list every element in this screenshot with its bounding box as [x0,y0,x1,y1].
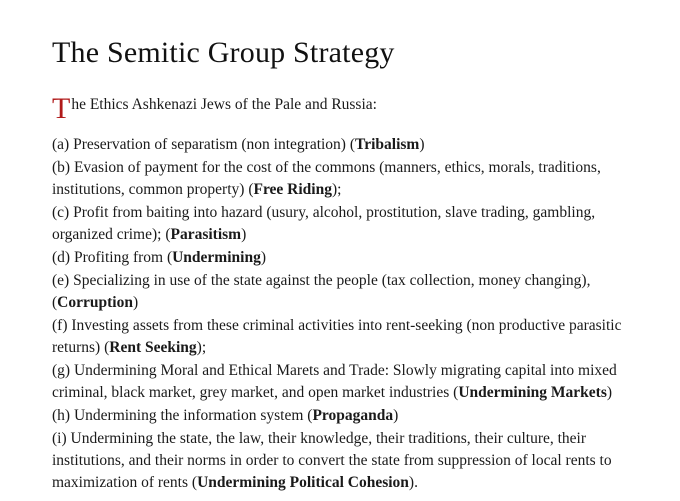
list-item-text: Specializing in use of the state against the people (tax collection, money changing), ( [52,271,591,311]
list-item-text: ); [331,180,342,198]
page-title: The Semitic Group Strategy [52,36,395,69]
list-item [52,405,636,427]
list-item [52,428,636,494]
list-item-label: (a) [52,135,70,153]
list-item-term: Rent Seeking [109,338,197,356]
list-item-text: Undermining Moral and Ethical Marets and Trade: Slowly migrating capital into mixed criminal, black market, grey market, and open market industries ( [52,361,617,401]
list-item-text: Profiting from ( [70,248,173,266]
list-item-term: Tribalism [355,135,420,153]
list-item [52,134,636,156]
list-item-text: ) [132,293,139,311]
list-item-label: (b) [52,158,71,176]
list-item [52,270,636,314]
list-item-term: Propaganda [312,406,394,424]
list-item-label: (g) [52,361,71,379]
list-item-term: Undermining Political Cohesion [197,473,409,491]
list-item-term: Undermining [172,248,261,266]
list-item-term: Parasitism [170,225,242,243]
drop-cap: T [52,92,71,125]
list-item [52,315,636,359]
list-item [52,202,636,246]
list-item-text: ) [393,406,399,424]
list-item-text: ) [260,248,266,266]
intro-paragraph [52,92,636,125]
list-item-text: ); [196,338,207,356]
list-item-label: (i) [52,429,67,447]
list-item [52,360,636,404]
list-item-text: Undermining the state, the law, their knowledge, their traditions, their culture, their institutions, and their norms in order to convert the state from suppression of local rents to maximization of rents ( [52,429,612,491]
list-item [52,247,636,269]
list-item-text: Profit from baiting into hazard (usury, alcohol, prostitution, slave trading, gambling, organized crime); ( [52,203,596,243]
list-item-text: Evasion of payment for the cost of the commons (manners, ethics, morals, traditions, institutions, common property) ( [52,158,601,198]
list-item-text: Investing assets from these criminal activities into rent-seeking (non productive parasitic returns) ( [52,316,622,356]
list-item-label: (h) [52,406,71,424]
list-item-label: (c) [52,203,70,221]
list-item-term: Corruption [57,293,133,311]
strategy-list [52,134,636,494]
list-item-text: ) [241,225,247,243]
list-item-label: (e) [52,271,70,289]
list-item-term: Undermining Markets [458,383,607,401]
list-item-text: Undermining the information system ( [70,406,313,424]
list-item-text: ) [606,383,613,401]
list-item-term: Free Riding [253,180,332,198]
list-item [52,157,636,201]
list-item-text: Preservation of separatism (non integration) ( [69,135,356,153]
list-item-text: ) [419,135,425,153]
list-item-text: ). [408,473,418,491]
list-item-label: (d) [52,248,71,266]
intro-text: he Ethics Ashkenazi Jews of the Pale and Russia: [71,96,377,113]
list-item-label: (f) [52,316,68,334]
